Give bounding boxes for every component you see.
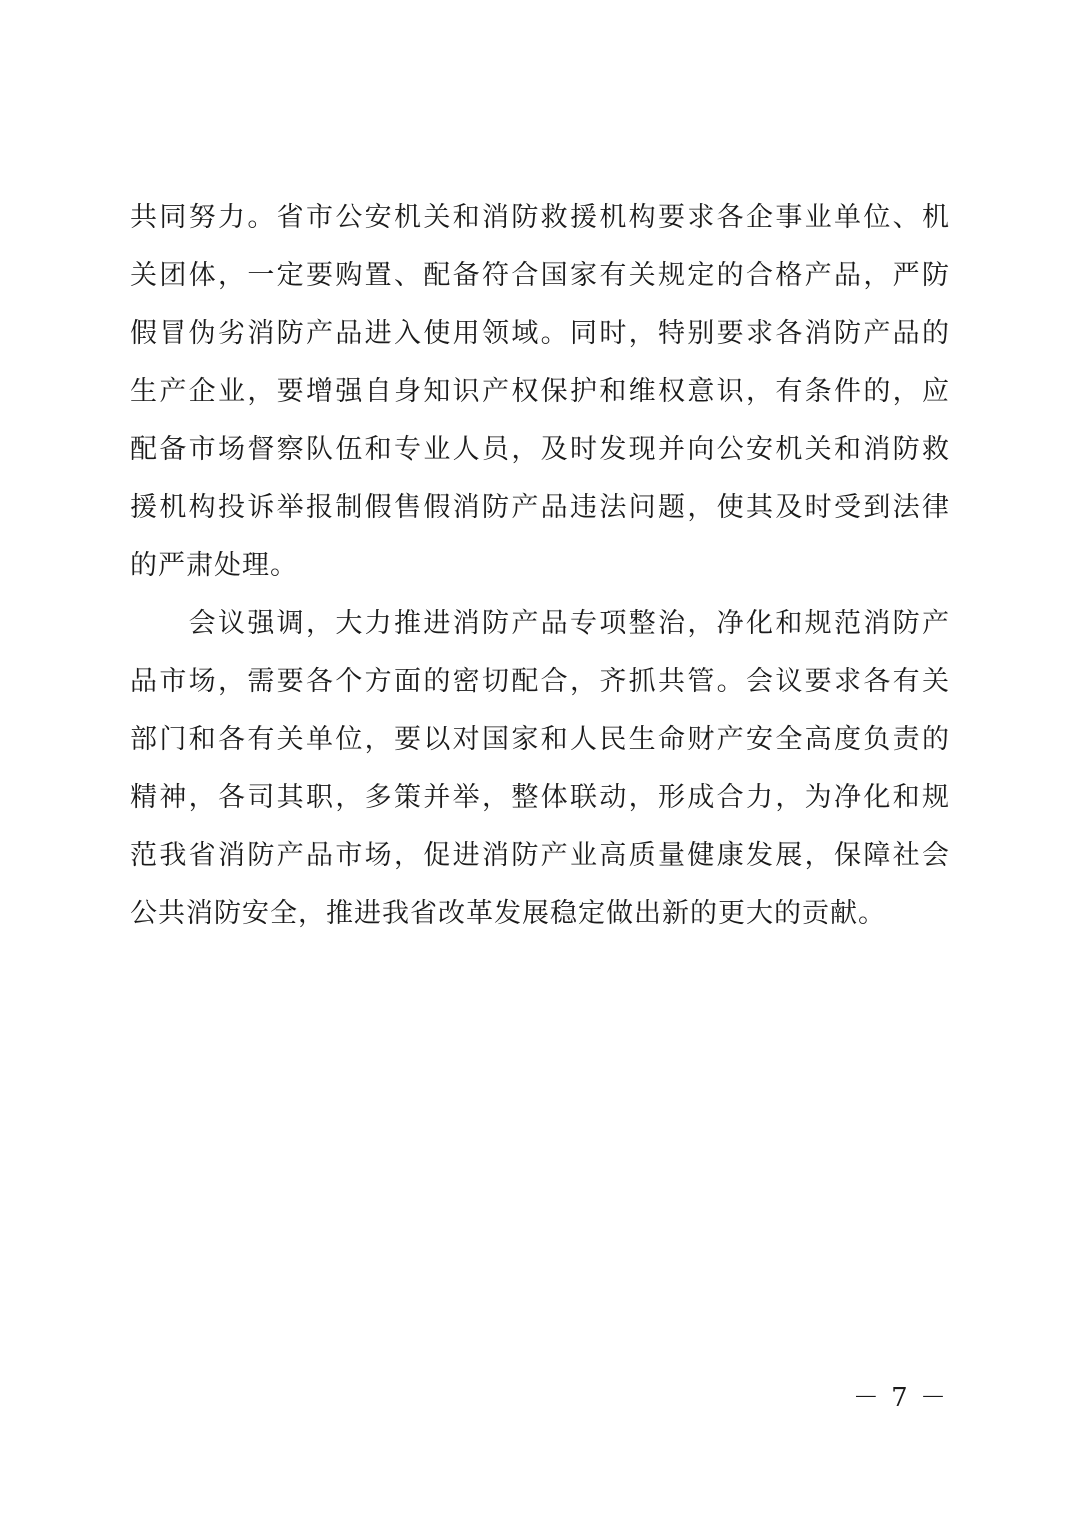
text-line: 品市场，需要各个方面的密切配合，齐抓共管。会议要求各有关 <box>130 666 950 697</box>
text-line: 关团体，一定要购置、配备符合国家有关规定的合格产品，严防 <box>130 260 950 291</box>
page-number: － 7 － <box>852 1383 948 1413</box>
paragraph-1 <box>130 189 950 595</box>
text-line: 的严肃处理。 <box>130 550 298 581</box>
body-text <box>130 189 950 943</box>
text-line: 精神，各司其职，多策并举，整体联动，形成合力，为净化和规 <box>130 782 950 813</box>
text-line: 部门和各有关单位，要以对国家和人民生命财产安全高度负责的 <box>130 724 950 755</box>
text-line: 援机构投诉举报制假售假消防产品违法问题，使其及时受到法律 <box>130 492 950 523</box>
text-line: 会议强调，大力推进消防产品专项整治，净化和规范消防产 <box>130 608 950 639</box>
paragraph-2 <box>130 595 950 943</box>
text-line: 生产企业，要增强自身知识产权保护和维权意识，有条件的，应 <box>130 376 950 407</box>
text-line: 共同努力。省市公安机关和消防救援机构要求各企事业单位、机 <box>130 202 950 233</box>
text-line: 范我省消防产品市场，促进消防产业高质量健康发展，保障社会 <box>130 840 950 871</box>
text-line: 假冒伪劣消防产品进入使用领域。同时，特别要求各消防产品的 <box>130 318 950 349</box>
text-line: 配备市场督察队伍和专业人员，及时发现并向公安机关和消防救 <box>130 434 950 465</box>
text-line: 公共消防安全，推进我省改革发展稳定做出新的更大的贡献。 <box>130 898 886 929</box>
